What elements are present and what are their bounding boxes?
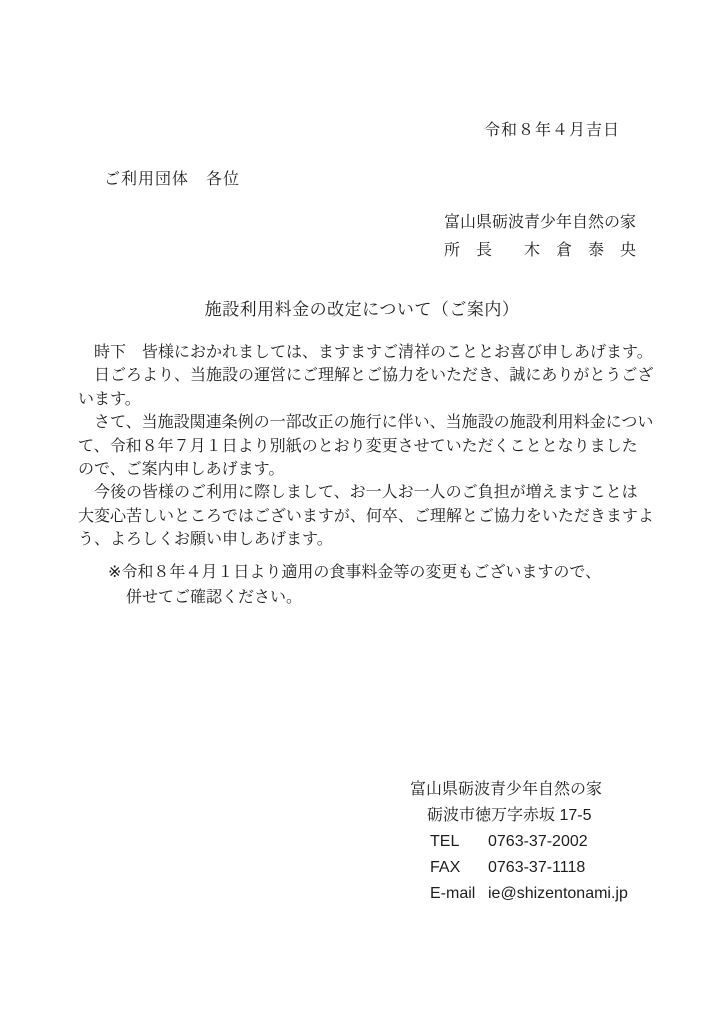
- body-line: て、令和８年７月１日より別紙のとおり変更させていただくこととなりました: [78, 437, 638, 455]
- tel-label: TEL: [430, 833, 460, 850]
- body-line: います。: [78, 390, 141, 408]
- body-paragraphs: [78, 341, 654, 552]
- letter-date: 令和８年４月吉日: [483, 122, 620, 139]
- tel-value: 0763-37-2002: [488, 833, 588, 850]
- note-line: 併せてご確認ください。: [126, 589, 303, 606]
- fax-value: 0763-37-1118: [488, 859, 586, 876]
- fax-label: FAX: [430, 859, 461, 876]
- body-line: 大変心苦しいところではございますが、何卒、ご理解とご協力をいただきますよ: [78, 507, 654, 525]
- contact-row-email: [430, 881, 628, 907]
- contact-row-fax: [430, 855, 628, 881]
- email-label: E-mail: [430, 885, 476, 902]
- sender-organization: 富山県砺波青少年自然の家: [444, 214, 637, 231]
- note-line: ※令和８年４月１日より適用の食事料金等の変更もございますので、: [108, 564, 602, 581]
- sender-block: [444, 209, 636, 265]
- body-line: ので、ご案内申しあげます。: [78, 461, 285, 479]
- footer-organization: 富山県砺波青少年自然の家: [410, 781, 603, 798]
- email-value: ie@shizentonami.jp: [488, 885, 628, 902]
- body-line: う、よろしくお願い申しあげます。: [78, 531, 333, 549]
- body-line: さて、当施設関連条例の一部改正の施行に伴い、当施設の施設利用料金につい: [78, 414, 654, 432]
- body-line: 日ごろより、当施設の運営にご理解とご協力をいただき、誠にありがとうござ: [78, 367, 654, 385]
- contact-row-tel: [430, 829, 628, 855]
- note-block: [78, 560, 601, 610]
- body-line: 時下 皆様におかれましては、ますますご清祥のこととお喜び申しあげます。: [78, 344, 653, 361]
- body-line: 今後の皆様のご利用に際しまして、お一人お一人のご負担が増えますことは: [78, 484, 638, 502]
- subject-title: 施設利用料金の改定について（ご案内）: [204, 300, 520, 319]
- footer-address: 砺波市徳万字赤坂 17-5: [427, 807, 592, 824]
- footer-block: [410, 777, 628, 907]
- addressee-line: ご利用団体 各位: [104, 171, 241, 188]
- sender-signer: 所 長 木 倉 泰 央: [444, 242, 637, 259]
